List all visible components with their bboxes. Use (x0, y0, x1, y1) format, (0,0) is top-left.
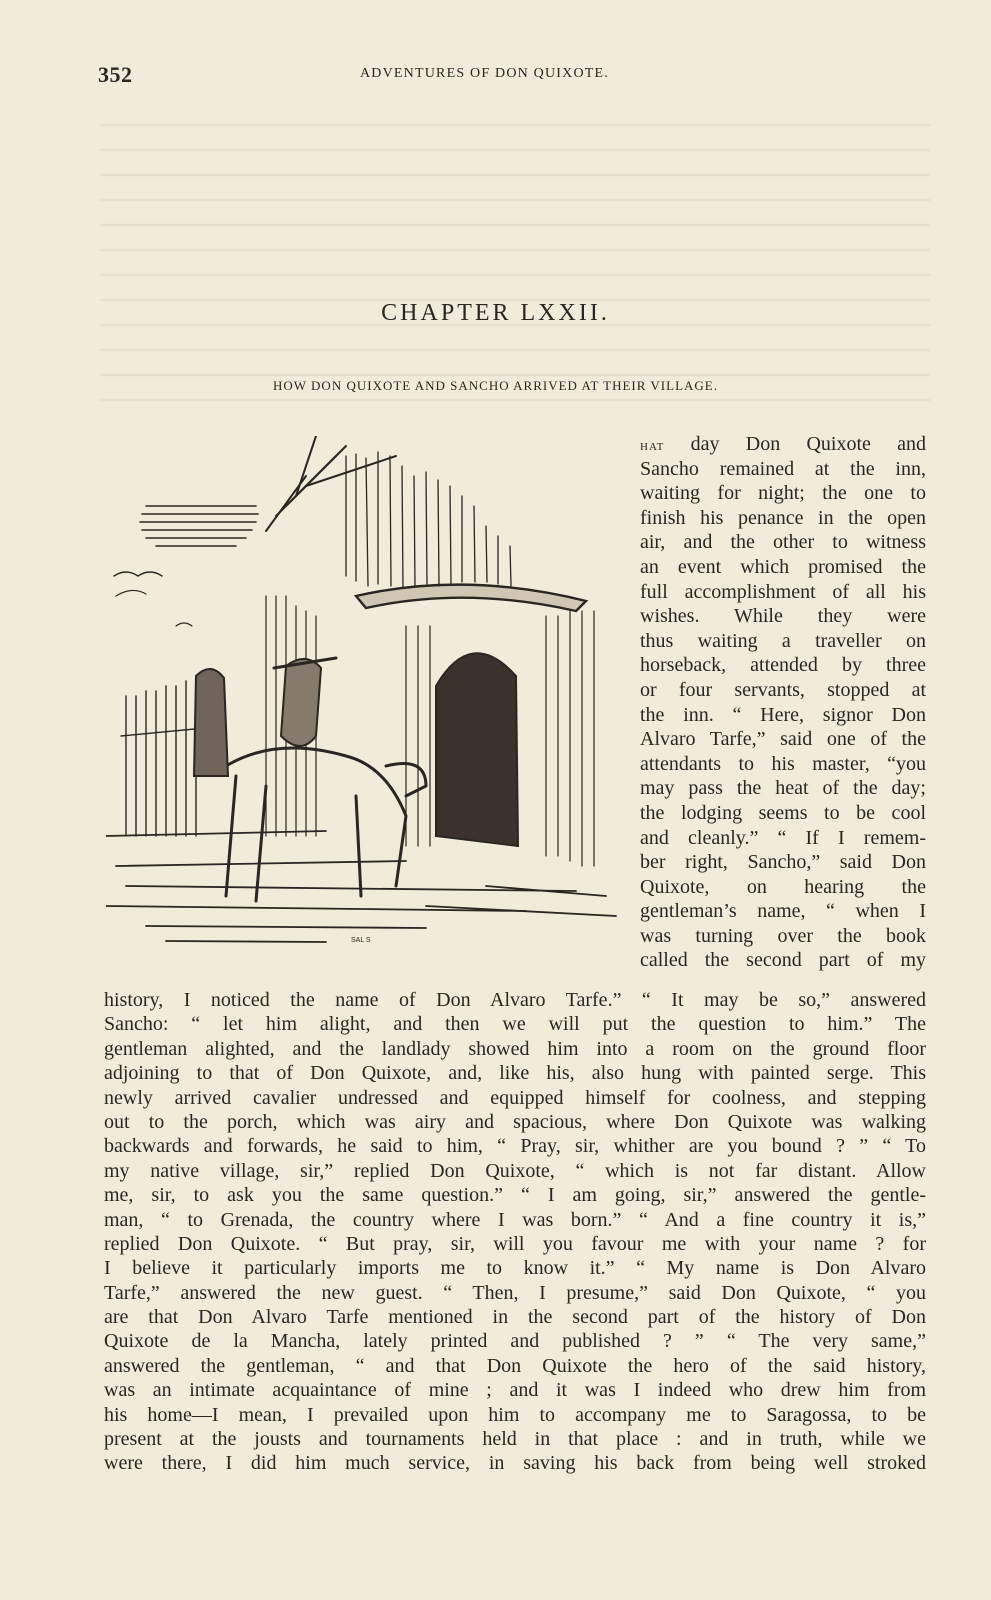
text-line: the inn. “ Here, signor Don (640, 703, 926, 726)
text-line: Sancho remained at the inn, (640, 457, 926, 480)
thatch-strokes (346, 452, 511, 588)
text-line: answered the gentleman, “ and that Don Quixote the hero of the said history, (104, 1354, 926, 1377)
text-line: thus waiting a traveller on (640, 629, 926, 652)
text-line: his home—I mean, I prevailed upon him to accompany me to Saragossa, to be (104, 1403, 926, 1426)
text-line: wishes. While they were (640, 605, 926, 628)
chapter-subtitle: HOW DON QUIXOTE AND SANCHO ARRIVED AT THEIR VILLAGE. (272, 378, 718, 393)
running-head: ADVENTURES OF DON QUIXOTE. (360, 66, 609, 81)
text-line: newly arrived cavalier undressed and equipped himself for coolness, and stepping (104, 1086, 926, 1109)
tree-branches (266, 436, 396, 531)
text-line: finish his penance in the open (640, 506, 926, 529)
text-line: was an intimate acquaintance of mine ; and it was I indeed who drew him from (104, 1379, 926, 1402)
text-line: Sancho: “ let him alight, and then we will put the question to him.” The (104, 1013, 926, 1036)
text-line: I believe it particularly imports me to know it.” “ My name is Don Alvaro (104, 1257, 926, 1280)
bird-mark (114, 572, 162, 576)
artist-signature: SAL S (351, 937, 371, 944)
text-line: man, “ to Grenada, the country where I was born.” “ And a fine country it is,” (104, 1208, 926, 1231)
text-line: gentleman’s name, “ when I (640, 900, 926, 923)
text-line: Quixote de la Mancha, lately printed and published ? ” “ The very same,” (104, 1330, 926, 1353)
text-line: history, I noticed the name of Don Alvaro Tarfe.” “ It may be so,” answered (104, 989, 926, 1011)
text-line: out to the porch, which was airy and spacious, where Don Quixote was walking (104, 1110, 926, 1133)
text-line: were there, I did him much service, in saving his back from being well stroked (104, 1452, 926, 1475)
sky-hatching (140, 506, 258, 546)
text-line: air, and the other to witness (640, 531, 926, 554)
text-line: and cleanly.” “ If I remem- (640, 826, 926, 849)
text-line: full accomplishment of all his (640, 580, 926, 603)
bird-mark (116, 590, 146, 596)
text-line: replied Don Quixote. “ But pray, sir, will you favour me with your name ? for (104, 1232, 926, 1255)
text-line: waiting for night; the one to (640, 482, 926, 505)
dark-doorway (436, 653, 518, 846)
text-line: the lodging seems to be cool (640, 801, 926, 824)
text-line: an event which promised the (640, 555, 926, 578)
bird-mark (176, 623, 192, 626)
text-line: gentleman alighted, and the landlady showed him into a room on the ground floor (104, 1037, 926, 1060)
text-line: was turning over the book (640, 924, 926, 947)
text-line: me, sir, to ask you the same question.” “ I am going, sir,” answered the gentle- (104, 1184, 926, 1207)
text-line: Alvaro Tarfe,” said one of the (640, 728, 926, 751)
text-line: ber right, Sancho,” said Don (640, 851, 926, 874)
text-line: adjoining to that of Don Quixote, and, like his, also hung with painted serge. This (104, 1062, 926, 1085)
roof-outline (356, 585, 586, 611)
text-line: attendants to his master, “you (640, 752, 926, 775)
text-line: or four servants, stopped at (640, 678, 926, 701)
chapter-title: CHAPTER LXXII. (381, 300, 610, 326)
text-line: present at the jousts and tournaments held in that place : and in truth, while we (104, 1428, 926, 1451)
page-number: 352 (98, 62, 133, 87)
main-paragraph (104, 988, 926, 1476)
text-line: called the second part of my (640, 949, 926, 972)
text-line: backwards and forwards, he said to him, “ Pray, sir, whither are you bound ? ” “ To (104, 1135, 926, 1158)
text-line: may pass the heat of the day; (640, 777, 926, 800)
rider-figure (281, 659, 321, 746)
wrapped-paragraph (640, 432, 926, 973)
engraving-illustration (106, 436, 620, 976)
text-line: Tarfe,” answered the new guest. “ Then, I presume,” said Don Quixote, “ you (104, 1281, 926, 1304)
text-line-first: hat day Don Quixote and (640, 433, 926, 455)
text-line: my native village, sir,” replied Don Quixote, “ which is not far distant. Allow (104, 1159, 926, 1182)
standing-figure (194, 669, 228, 776)
text-line: horseback, attended by three (640, 654, 926, 677)
show-through-text (100, 110, 930, 410)
dropcap-continuation: hat (640, 437, 665, 454)
text-line: Quixote, on hearing the (640, 875, 926, 898)
text-line: are that Don Alvaro Tarfe mentioned in the second part of the history of Don (104, 1306, 926, 1329)
